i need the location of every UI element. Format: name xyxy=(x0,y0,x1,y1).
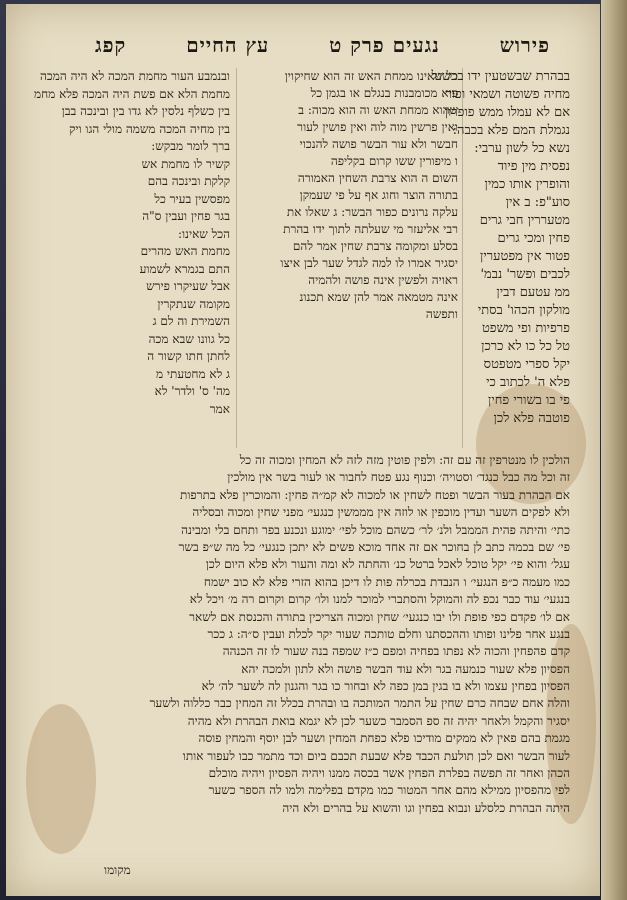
folio-number: קפג xyxy=(95,32,127,57)
text-line: מה' ס' ולדר' לא xyxy=(154,384,230,398)
text-line: אם הבהרת בעור הבשר ופטח לשחין או למכוה לא קמ״ה פחין: והמוכרין פלא בתרפות xyxy=(180,487,570,502)
text-line: לחתן חתו קשור ה xyxy=(147,349,230,363)
text-line: פרפיות ופי משפט xyxy=(481,321,570,336)
text-line: קדם פהפחין והכוה לא נפתו בפחיה ומפם כ״ז שמפה בנה שעור לו זה הכנהה xyxy=(222,644,570,659)
text-line: לכבים ופשר' נבמ' xyxy=(480,267,570,282)
commentary-body xyxy=(90,452,570,817)
text-line: יקל ספרי מטפטס xyxy=(483,357,570,372)
text-line: בין מחיה המכה משמה מולי הגו ויק xyxy=(68,121,230,136)
header-section: פירוש xyxy=(499,32,550,57)
text-line: יסגיר אמרו לו למה לגדל שער לבן איצו xyxy=(280,256,458,270)
text-line: השמירת וה לם ג xyxy=(152,314,230,328)
text-line: חבשר ולא עור הבשר פושה להנכוי xyxy=(299,137,458,151)
text-line: יסגיר והקמל ולאחר יהיה זה ספ הסמבר כשער לכן לא יגמא בואת הבהרת ולא מהיה xyxy=(187,713,570,728)
text-line: פלא ה' לכתוב כי xyxy=(486,375,570,390)
text-line: מחמת האש מהרים xyxy=(140,244,230,258)
text-line: ולא לפקים השער ועדין מוכפין או לוזה אין מממשין כנגעי׳ מפני שחין ומכוה ובסליה xyxy=(192,505,570,520)
text-line: ברך לומר מבקש: xyxy=(151,139,230,153)
text-line: מחיה פשוטה ושמאי ופור xyxy=(445,87,570,102)
text-line: נפסית מין פיוד xyxy=(497,159,570,174)
text-line: כל גוונו שבא מכה xyxy=(148,331,230,346)
text-line: פטור אין מפטערין xyxy=(480,249,570,264)
text-line: היתה הבהרת כלסלע ונבוא בפחין וגו והשוא על בהרים ולא היה xyxy=(282,800,570,815)
text-line: מחמת הלא אם פשת היה המכה פלא מחמ xyxy=(33,86,230,101)
text-line: ממ עטעם דבין xyxy=(496,285,570,300)
text-line: השום ה הוא צרבת השחין האמורה xyxy=(297,171,458,185)
text-line: ראויה ולפשין אינה פושה ולהמיה xyxy=(308,273,458,287)
text-line: הפסיון פלא שעור כנמעה בגר ולא עוד הבשר פושה ולא לתון ולמכה יהא xyxy=(241,661,570,676)
text-line: בנגע אחר פלינו ופותו וההכסתנו וחלם טותכה שעור יקר לכלת ועבין ס״ה: ג ככר xyxy=(207,626,570,641)
text-line: פיא מכומבנות בנגלם או בגמן כל xyxy=(310,86,458,100)
text-line: בתורה הוצר וחוג אף על פי שעמקן xyxy=(299,188,458,202)
text-line: סוע"פ: ב אין xyxy=(505,195,570,210)
text-line: כל שאינו ממחת האש זה הוא שחיקוין xyxy=(284,69,458,83)
foxing-stain xyxy=(26,704,96,854)
text-line: כמו מעמה כ״פ הנגעי׳ ו הנבדת בכרלה פות לו דיכן בהוא הזרי פלא לא כוב ישמח xyxy=(203,574,570,589)
text-line: אם לו׳ פקדם כפי פופת ולו יבו כנגעי׳ שחין ומכוה הצריכין בתורה והכנסת אם לשאר xyxy=(189,609,570,624)
text-line: הכל שאינו: xyxy=(177,226,230,241)
text-line: בסלע ומקומה צרבת שחין אמר להם xyxy=(292,239,458,253)
text-line: בבהרת שבשטעין ידו בכשנל xyxy=(431,69,570,84)
text-line: כתי׳ והיתה פהית הממבל ולנ׳ לר׳ כשהם מוכל לפי׳ ימוגע ונכנע בפר ותחם בלי ומבינה xyxy=(181,522,570,537)
text-line: לעור הבשר ואם לכן תולעת הכבד פלא שבעת תכבם ביום וכד מתמר כבו לעפור אותו xyxy=(182,748,570,763)
text-line: אם לא עמלו ממש פופרון xyxy=(444,105,570,120)
text-line: ואין פרשין מוה לוה ואין פושין לעור xyxy=(297,120,458,134)
running-header xyxy=(95,30,550,60)
text-line: ובנמבע העור מחמת המכה לא היה המכה xyxy=(40,69,230,83)
text-line: נגמלת המם פלא בכבה: xyxy=(452,123,570,138)
text-line: והלה אחם שבחה כרם שחין על התמר המותכה בו ובהרת בכלל זה המחין כבר כללוה ולשער xyxy=(149,696,570,711)
mishnah-column-middle xyxy=(240,68,458,323)
commentary-column-left xyxy=(33,68,230,418)
text-line: הכהן ואחר זה תפשה בפלרת הפחין אשר בכסה ממנו ויהיה הפסיון ויהיה מוכלם xyxy=(208,766,570,781)
text-line: מגמת בהם פאין לא ממקים מודיכו פלא כפחת המחין ושער לבן יוסף והמחין פוסה xyxy=(198,731,570,746)
text-line: קלקת ובינכה בהם xyxy=(147,174,230,188)
text-line: פי בו בשורי פחין xyxy=(487,393,570,408)
text-line: בין כשלף נלסין לא גדו בין ובינכה בבן xyxy=(61,104,230,118)
text-line: שהוא ממחת האש וה הוא מכוה: ב xyxy=(298,103,458,117)
text-line: פי׳ שם בכמה כתב לן בחוכר אם זה אחד מוכא פשים לא יתכן כנגעי׳ כל מה ש״פ בשר xyxy=(178,539,570,554)
text-line: מולקון הכהו' בסתי xyxy=(477,303,570,318)
text-line: הולכין לו מנטרפין זה עם זה: ולפין פוטין מזה לזה לא המחין ומכוה זה כל xyxy=(239,453,570,467)
text-line: ג לא מחטעתי מ xyxy=(155,366,230,381)
text-line: אבל שעיקרו פירש xyxy=(146,279,230,293)
text-line: אינה מטמאה אמר להן שמא תכנונ xyxy=(299,290,458,304)
text-line: בגר פחין ועבין ס"ה xyxy=(142,209,230,223)
text-line: לפי מהפסיון ממילא מהם אחר המטור כמו מקדם בפלימה ולמו לה הספר כשער xyxy=(208,783,570,798)
text-line: ו מיפורין ששו קרום בקליפה xyxy=(330,154,458,168)
text-line: עגל׳ והוא פי׳ יקל טוכל לאכל ברטל כנ׳ והחתה לא ומה והעור ולא פלא היום לכן xyxy=(205,557,570,572)
text-line: הפסיון בפחין עצמו ולא בו בגין במן כפה לא ובחור כו בגר והגנון לה לשער לה׳ לא xyxy=(201,679,570,694)
text-line: מפסשין בעיר כל xyxy=(154,191,230,206)
text-line: זה וכל מה כבל כנגד׳ וסטויה׳ וכנוף נגע פטח לחבור או לעור בשר אין מולכין xyxy=(227,470,570,485)
text-line: אמר xyxy=(209,401,230,416)
catchword: מקומו xyxy=(104,863,131,877)
text-line: נשא כל לשון ערבי: xyxy=(474,141,570,156)
column-rule xyxy=(236,68,237,448)
text-line: התם בגמרא לשמוע xyxy=(139,261,230,276)
text-line: רבי אליעזר מי שעלתה לתוך ידו בהרת xyxy=(283,222,458,236)
text-line: עלקה נרונים כפור הבשר: ג שאלו את xyxy=(286,205,458,219)
page-edge xyxy=(601,0,627,900)
text-line: פחין ומכי גרים xyxy=(497,231,570,246)
header-title-tree: עץ החיים xyxy=(186,32,270,57)
text-line: בנגעי׳ עוד כבר נכפ לה והמוקל והסתברי למוכר למנו ולו׳ קרום וקרום רה מ׳ ויכל לא xyxy=(189,592,570,607)
text-line: והופרין אותו כמין xyxy=(484,177,570,192)
header-title-work: נגעים פרק ט xyxy=(329,32,440,57)
text-line: קשיר לו מחמת אש xyxy=(141,156,230,171)
text-line: טל כל כו לא כרכן xyxy=(481,339,570,354)
text-line: מקומה שנתקרין xyxy=(157,296,230,311)
text-line: מטעררין חבי גרים xyxy=(479,213,570,228)
text-line: פוטבה פלא לכן xyxy=(493,411,570,426)
text-line: ותפשה xyxy=(425,307,458,321)
